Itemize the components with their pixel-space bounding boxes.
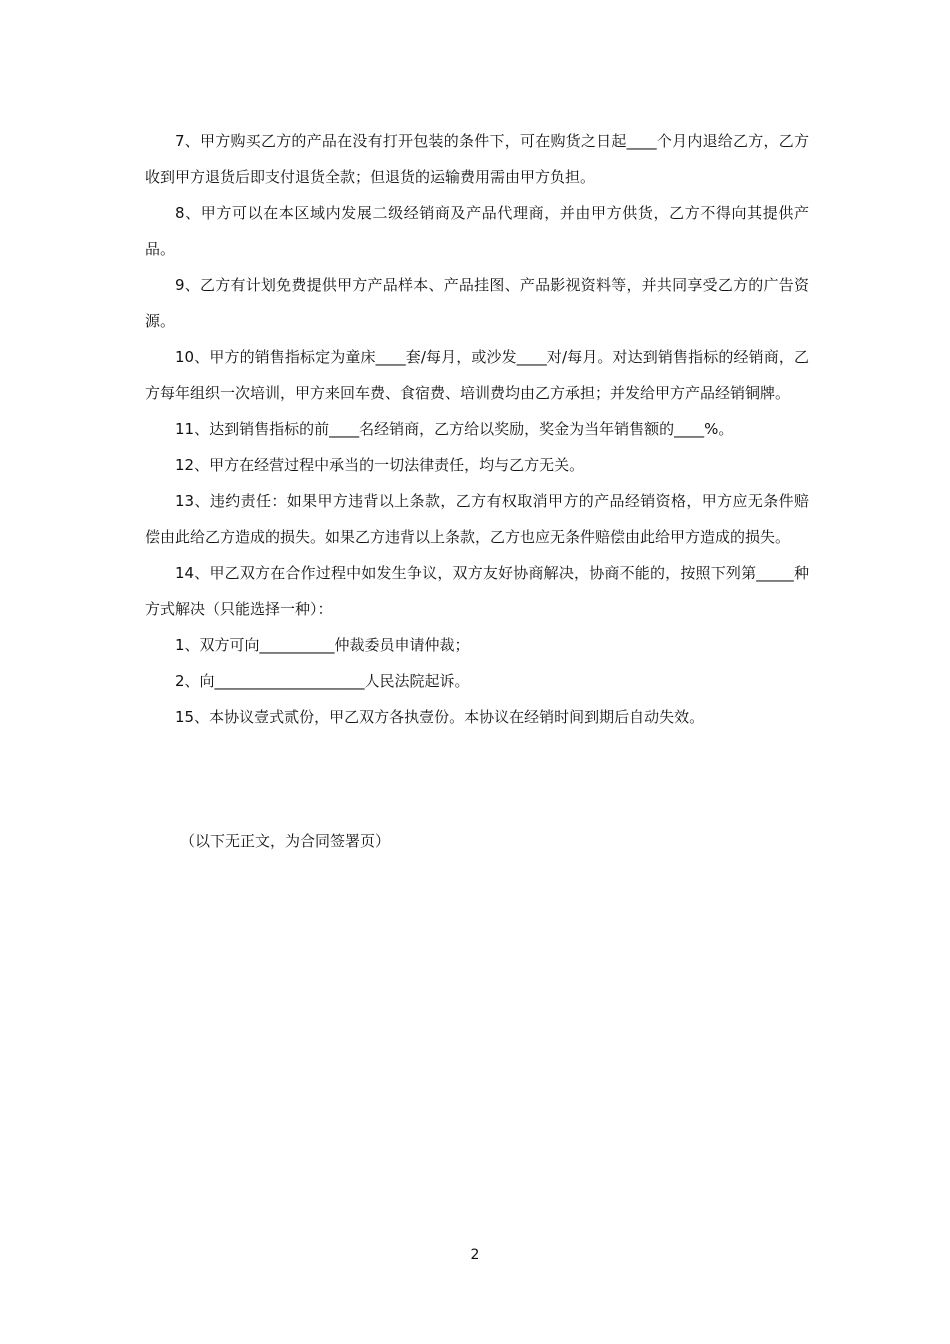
closing-note: （以下无正文，为合同签署页）	[180, 832, 391, 850]
clause-8: 8、甲方可以在本区域内发展二级经销商及产品代理商，并由甲方供货，乙方不得向其提供产品。	[145, 204, 809, 258]
clause-11: 11、达到销售指标的前____名经销商，乙方给以奖励，奖金为当年销售额的____%。	[175, 420, 734, 438]
clause-14-option-1: 1、双方可向__________仲裁委员申请仲裁；	[175, 636, 470, 654]
clause-12: 12、甲方在经营过程中承当的一切法律责任，均与乙方无关。	[175, 456, 585, 474]
clause-14-option-2: 2、向____________________人民法院起诉。	[175, 672, 470, 690]
clause-15: 15、本协议壹式贰份，甲乙双方各执壹份。本协议在经销时间到期后自动失效。	[175, 708, 705, 726]
page-number: 2	[470, 1247, 480, 1263]
contract-body	[145, 123, 809, 735]
clause-9: 9、乙方有计划免费提供甲方产品样本、产品挂图、产品影视资料等，并共同享受乙方的广告资源。	[145, 276, 809, 330]
clause-14: 14、甲乙双方在合作过程中如发生争议，双方友好协商解决，协商不能的，按照下列第_____种方式解决（只能选择一种）：	[145, 564, 809, 618]
clause-10: 10、甲方的销售指标定为童床____套/每月，或沙发____对/每月。对达到销售指标的经销商，乙方每年组织一次培训，甲方来回车费、食宿费、培训费均由乙方承担；并发给甲方产品经销铜牌。	[145, 348, 809, 402]
clause-7: 7、甲方购买乙方的产品在没有打开包装的条件下，可在购货之日起____个月内退给乙方，乙方收到甲方退货后即支付退货全款；但退货的运输费用需由甲方负担。	[145, 132, 809, 186]
clause-13: 13、违约责任：如果甲方违背以上条款，乙方有权取消甲方的产品经销资格，甲方应无条件赔偿由此给乙方造成的损失。如果乙方违背以上条款，乙方也应无条件赔偿由此给甲方造成的损失。	[145, 492, 809, 546]
